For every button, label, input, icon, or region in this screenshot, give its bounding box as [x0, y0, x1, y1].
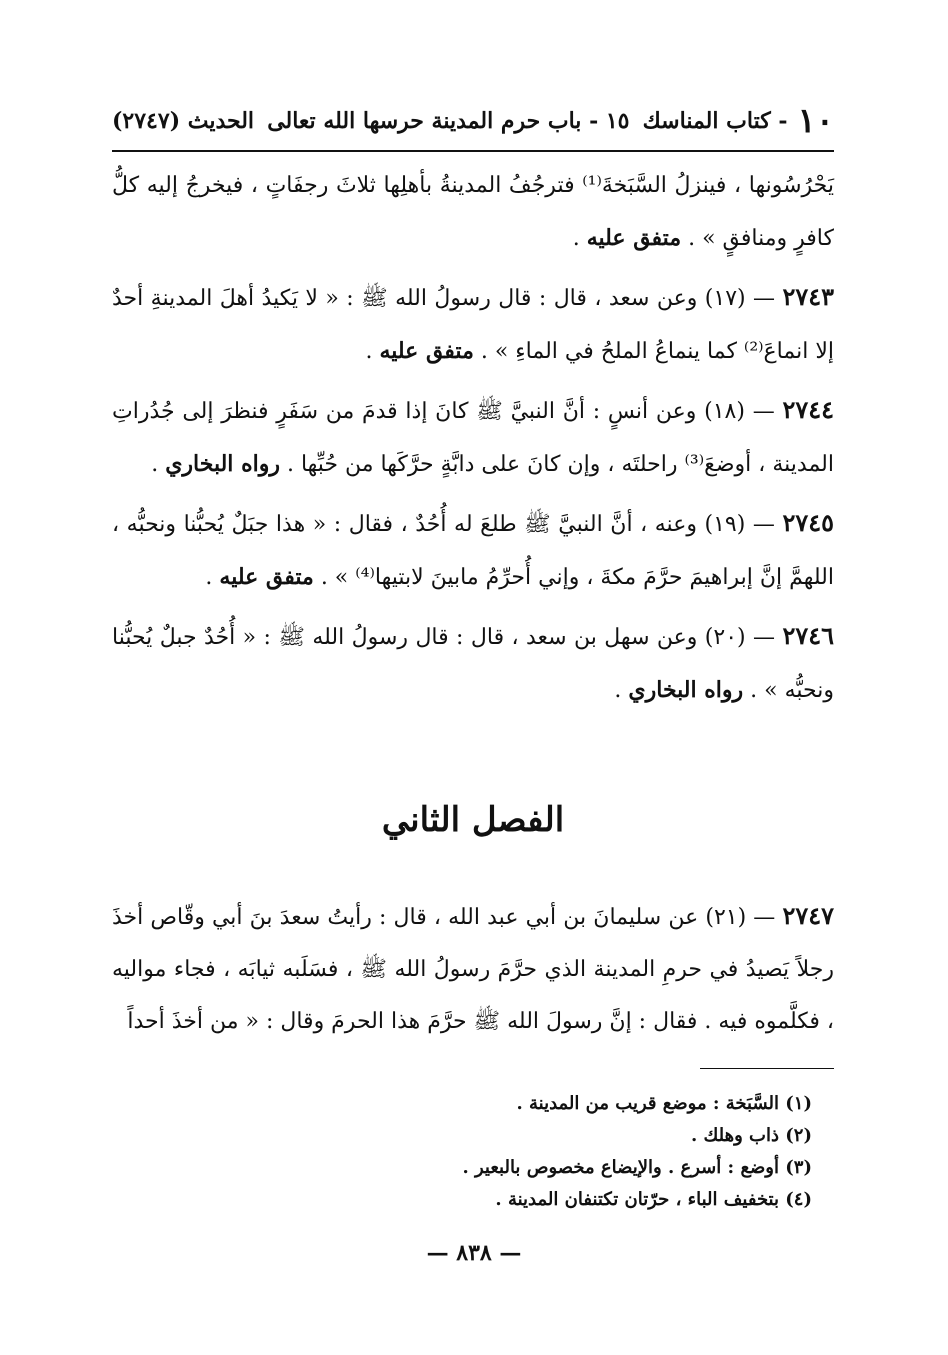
footnote-1: (١) السَّبَخة : موضع قريب من المدينة . [516, 1093, 812, 1114]
source-note: متفق عليه [219, 564, 314, 590]
section-heading: الفصل الثاني [381, 800, 565, 840]
paragraph-text: — (١٩) وعنه ، أنَّ النبيَّ ﷺ طلعَ له أُحُدٌ ، فقال : « هذا جبَلٌ يُحبُّنا ونحبُّه ، اللهمَّ إنَّ إبراهيمَ حرَّمَ مكةَ ، وإني أُحرِّمُ مابينَ لابتيها⁽⁴⁾ » . [112, 512, 834, 590]
footnote-3: (٣) أوضع : أسرع . والإيضاع مخصوص بالبعير . [462, 1157, 812, 1178]
main-text [112, 160, 834, 723]
paragraph-text: يَحْرُسُونها ، فينزلُ السَّبَخةَ⁽¹⁾ فترجُفُ المدينةُ بأهلِها ثلاثَ رجفَاتٍ ، فيخرجُ إليه كلُّ كافرٍ ومنافقٍ » . [112, 173, 834, 251]
source-note: رواه البخاري [628, 677, 744, 703]
footnote-2: (٢) ذاب وهلك . [690, 1125, 812, 1146]
paragraph-text: — (٢١) عن سليمانَ بن أبي عبد الله ، قال : رأيتُ سعدَ بنَ أبي وقّاص أخذَ رجلاً يَصيدُ في حرمِ المدينة الذي حرَّمَ رسولُ الله ﷺ ، فسَلَبه ثيابَه ، فجاء مواليه ، فكلَّموه فيه . فقال : إنَّ رسولَ الله ﷺ حرَّمَ هذا الحرمَ وقال : « من أخذَ أحداً [112, 905, 834, 1034]
header-rule [112, 150, 834, 152]
footnotes [300, 1088, 812, 1216]
paragraph-text: — (٢٠) وعن سهل بن سعد ، قال : قال رسولُ الله ﷺ : « أُحُدٌ جبلٌ يُحبُّنا ونحبُّه » . [112, 625, 834, 703]
section-text [112, 890, 834, 1054]
footnote-rule [700, 1068, 834, 1069]
header-book-title: - كتاب المناسك [642, 108, 788, 134]
header-hadith-ref: الحديث (٢٧٤٧) [112, 108, 255, 134]
hadith-number: ٢٧٤٧ [782, 901, 834, 930]
source-note: متفق عليه [586, 225, 682, 251]
hadith-2746: ٢٧٤٦ — (٢٠) وعن سهل بن سعد ، قال : قال رسولُ الله ﷺ : « أُحُدٌ جبلٌ يُحبُّنا ونحبُّه » . رواه البخاري . [112, 621, 834, 703]
page-number: — ٨٣٨ — [426, 1240, 522, 1266]
footnote-4: (٤) بتخفيف الباء ، حرّتان تكتنفان المدينة . [495, 1189, 812, 1210]
hadith-2745: ٢٧٤٥ — (١٩) وعنه ، أنَّ النبيَّ ﷺ طلعَ له أُحُدٌ ، فقال : « هذا جبَلٌ يُحبُّنا ونحبُّه ، اللهمَّ إنَّ إبراهيمَ حرَّمَ مكةَ ، وإني أُحرِّمُ مابينَ لابتيها⁽⁴⁾ » . متفق عليه . [112, 508, 834, 590]
header-part-number: ١٠ [797, 101, 834, 141]
hadith-number: ٢٧٤٤ [782, 395, 834, 424]
paragraph-text: — (١٧) وعن سعد ، قال : قال رسولُ الله ﷺ : « لا يَكيدُ أهلَ المدينةِ أحدٌ إلا انماعَ⁽²⁾ كما ينماعُ الملحُ في الماءِ » . [112, 286, 834, 364]
paragraph-text: — (١٨) وعن أنسٍ : أنَّ النبيَّ ﷺ كانَ إذا قدمَ من سَفَرٍ فنظرَ إلى جُدُراتِ المدينة ، أوضعَ⁽³⁾ راحلتَه ، وإن كانَ على دابَّةٍ حرَّكَها من حُبِّها . [112, 399, 834, 477]
header-chapter-title: ١٥ - باب حرم المدينة حرسها الله تعالى [267, 108, 630, 134]
hadith-2743: ٢٧٤٣ — (١٧) وعن سعد ، قال : قال رسولُ الله ﷺ : « لا يَكيدُ أهلَ المدينةِ أحدٌ إلا انماعَ⁽²⁾ كما ينماعُ الملحُ في الماءِ » . متفق عليه . [112, 282, 835, 364]
hadith-number: ٢٧٤٣ [782, 282, 835, 311]
source-note: رواه البخاري [165, 451, 280, 477]
hadith-number: ٢٧٤٦ [782, 621, 834, 650]
header-book [643, 101, 834, 141]
hadith-2747 [112, 890, 834, 1048]
paragraph-continuation: يَحْرُسُونها ، فينزلُ السَّبَخةَ⁽¹⁾ فترجُفُ المدينةُ بأهلِها ثلاثَ رجفَاتٍ ، فيخرجُ إليه كلُّ كافرٍ ومنافقٍ » . متفق عليه . [112, 173, 834, 251]
hadith-number: ٢٧٤٥ [782, 508, 834, 537]
running-header [112, 92, 834, 150]
hadith-2744: ٢٧٤٤ — (١٨) وعن أنسٍ : أنَّ النبيَّ ﷺ كانَ إذا قدمَ من سَفَرٍ فنظرَ إلى جُدُراتِ المدينة ، أوضعَ⁽³⁾ راحلتَه ، وإن كانَ على دابَّةٍ حرَّكَها من حُبِّها . رواه البخاري . [112, 395, 834, 477]
source-note: متفق عليه [379, 338, 474, 364]
